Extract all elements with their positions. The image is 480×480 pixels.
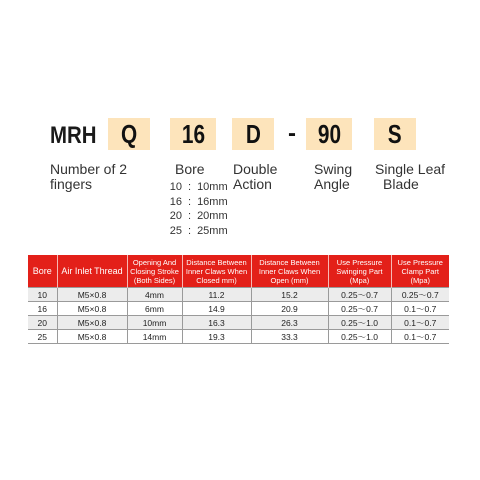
table-cell: 20 (28, 316, 57, 330)
table-cell: M5×0.8 (57, 288, 127, 302)
table-cell: 0.25～1.0 (328, 330, 391, 344)
code-segment-swing: 90 (306, 118, 352, 150)
bore-option: 10 : 10mm (169, 181, 228, 193)
bore-option: 25 : 25mm (169, 224, 228, 237)
table-cell: 19.3 (182, 330, 251, 344)
table-header: Opening And Closing Stroke (Both Sides) (127, 255, 182, 288)
table-cell: 0.25～0.7 (391, 288, 449, 302)
action-label: Double Action (233, 161, 278, 192)
table-cell: 16.3 (182, 316, 251, 330)
code-segment-bore: 16 (170, 118, 216, 150)
table-cell: 25 (28, 330, 57, 344)
swing-label: Swing Angle (314, 161, 353, 192)
table-cell: 11.2 (182, 288, 251, 302)
table-row (28, 330, 449, 344)
bore-label: Bore (175, 161, 205, 177)
table-cell: 33.3 (251, 330, 328, 344)
table-cell: M5×0.8 (57, 316, 127, 330)
model-prefix: MRH (50, 122, 97, 149)
table-cell: 26.3 (251, 316, 328, 330)
table-cell: 0.25～0.7 (328, 302, 391, 316)
table-row (28, 316, 449, 330)
table-header-row (28, 255, 449, 288)
table-cell: M5×0.8 (57, 330, 127, 344)
bore-option: 20 : 20mm (169, 210, 228, 222)
code-segment-fingers: Q (108, 118, 150, 150)
code-segment-blade: S (374, 118, 416, 150)
table-cell: 14.9 (182, 302, 251, 316)
model-code-row (0, 114, 480, 154)
fingers-label: Number of 2 fingers (50, 161, 128, 192)
table-cell: 0.25～0.7 (328, 288, 391, 302)
table-header: Distance Between Inner Claws When Open (mm) (251, 255, 328, 288)
table-cell: 10mm (127, 316, 182, 330)
table-row (28, 302, 449, 316)
table-cell: 0.1～0.7 (391, 302, 449, 316)
table-cell: 6mm (127, 302, 182, 316)
table-cell: 0.1～0.7 (391, 330, 449, 344)
code-separator: - (288, 120, 296, 147)
table-cell: 4mm (127, 288, 182, 302)
table-cell: 0.1～0.7 (391, 316, 449, 330)
table-header: Bore (28, 255, 57, 288)
spec-table (28, 255, 449, 344)
table-header: Air Inlet Thread (57, 255, 127, 288)
bore-option: 16 : 16mm (169, 195, 228, 208)
table-cell: 16 (28, 302, 57, 316)
table-row (28, 288, 449, 302)
blade-label: Single Leaf Blade (375, 161, 446, 192)
table-header: Use Pressure Clamp Part (Mpa) (391, 255, 449, 288)
table-cell: 10 (28, 288, 57, 302)
code-segment-action: D (232, 118, 274, 150)
table-cell: 14mm (127, 330, 182, 344)
bore-options-list (156, 180, 228, 238)
table-cell: M5×0.8 (57, 302, 127, 316)
table-header: Use Pressure Swinging Part (Mpa) (328, 255, 391, 288)
table-header: Distance Between Inner Claws When Closed mm) (182, 255, 251, 288)
table-cell: 15.2 (251, 288, 328, 302)
table-cell: 0.25～1.0 (328, 316, 391, 330)
table-cell: 20.9 (251, 302, 328, 316)
